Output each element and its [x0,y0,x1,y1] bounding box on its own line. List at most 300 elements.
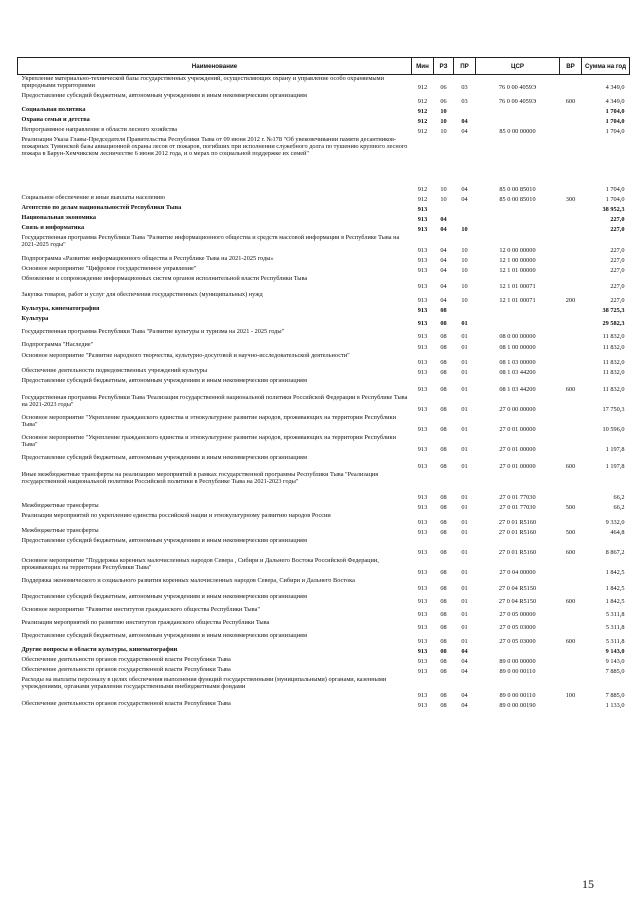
cell-name: Национальная экономика [21,213,97,221]
cell-min: 913 [417,446,428,454]
cell-sum: 1 704,0 [605,108,625,116]
table-row [18,305,630,315]
cell-csr [476,224,560,234]
cell-vr [560,315,582,328]
cell-vr [560,656,582,666]
table-row [18,341,630,352]
cell-name: Закупка товаров, работ и услуг для обеспечения государственных (муниципальных) нужд [21,290,263,298]
table-row [18,234,630,255]
cell-rz: 06 [440,84,447,92]
table-row [18,106,630,116]
cell-csr [476,204,560,214]
table-row [18,593,630,606]
cell-pr: 10 [461,226,468,234]
cell-min: 913 [417,307,428,315]
cell-csr: 85 0 00 85010 [499,196,536,204]
cell-rz: 08 [440,585,447,593]
cell-name: Охрана семьи и детства [21,115,90,123]
cell-vr [560,700,582,710]
cell-csr: 76 0 00 4059Э [498,84,537,92]
cell-rz: 08 [440,648,447,656]
cell-pr: 10 [461,297,468,305]
cell-min: 913 [417,668,428,676]
table-row [18,92,630,106]
cell-name: Основное мероприятие "Развитие институтов гражданского общества Республики Тыва" [21,605,260,613]
cell-min: 913 [417,494,428,502]
table-row [18,224,630,234]
cell-min: 913 [417,692,428,700]
cell-rz: 08 [440,426,447,434]
cell-vr [560,275,582,291]
cell-sum: 11 832,0 [602,344,625,352]
cell-csr: 89 0 00 00110 [499,692,536,700]
cell-rz: 08 [440,320,447,328]
table-row [18,126,630,136]
cell-min: 913 [417,702,428,710]
cell-sum: 66,2 [613,494,625,502]
cell-name: Межбюджетные трансферты [21,501,99,509]
cell-vr: 600 [565,598,576,606]
cell-sum: 66,2 [613,504,625,512]
cell-min: 913 [417,344,428,352]
cell-pr: 01 [461,446,468,454]
table-row [18,136,630,194]
cell-vr [560,577,582,593]
page-number: 15 [582,877,594,891]
cell-pr: 04 [461,692,468,700]
cell-name: Предоставление субсидий бюджетным, автономным учреждениям и иным некоммерческим организациям [21,536,307,544]
table-row [18,537,630,557]
cell-vr [560,116,582,126]
cell-min: 913 [417,206,428,214]
cell-pr: 01 [461,333,468,341]
cell-rz: 08 [440,702,447,710]
cell-vr [560,126,582,136]
cell-csr: 27 0 01 R5160 [498,529,537,537]
table-row [18,512,630,527]
cell-vr [560,666,582,676]
cell-vr [560,255,582,265]
cell-sum: 17 750,3 [602,406,625,414]
cell-csr: 27 0 01 R5160 [498,549,537,557]
cell-vr: 600 [565,386,576,394]
header-rz: РЗ [434,58,454,75]
cell-pr: 10 [461,257,468,265]
cell-sum: 1 842,5 [605,585,625,593]
cell-name: Социальное обеспечение и иные выплаты населению [21,193,165,201]
cell-csr: 08 1 03 44200 [499,369,536,377]
cell-pr: 01 [461,344,468,352]
cell-sum: 1 704,0 [605,128,625,136]
cell-csr: 27 0 00 00000 [499,406,536,414]
cell-csr: 08 0 00 00000 [499,333,536,341]
cell-vr [560,512,582,527]
cell-rz: 08 [440,406,447,414]
header-min: Мин [412,58,434,75]
cell-sum: 7 885,0 [605,692,625,700]
header-csr: ЦСР [476,58,560,75]
cell-pr: 01 [461,549,468,557]
cell-vr [560,305,582,315]
table-row [18,116,630,126]
cell-pr [454,214,476,224]
cell-rz: 08 [440,638,447,646]
cell-vr [560,136,582,194]
table-body [18,75,630,710]
cell-csr: 27 0 05 03000 [499,624,536,632]
cell-pr: 01 [461,519,468,527]
table-row [18,471,630,502]
cell-min: 912 [417,84,428,92]
cell-sum: 4 349,0 [605,84,625,92]
cell-name: Подпрограмма «Развитие информационного общества в Республике Тыва на 2021-2025 годы» [21,254,274,262]
cell-vr [560,224,582,234]
cell-sum: 227,0 [610,257,625,265]
header-name: Наименование [18,58,412,75]
cell-vr: 600 [565,549,576,557]
cell-rz [434,204,454,214]
cell-name: Реализация Указа Главы-Председателя Правительства Республики Тыва от 09 июня 2012 г. №178 "Об увековечивании памяти десантников-пожарных Тувинской базы авиационной охраны лесов от пожаров, погибших при исполнении служебного долга по тушению крупного лесного пожара в Барун-Хемчикском лесничестве 6 июня 2012 года, и о мерах по социальной поддержке их семей" [21,135,408,157]
cell-csr [476,116,560,126]
cell-vr [560,367,582,377]
table-row [18,194,630,204]
header-pr: ПР [454,58,476,75]
table-row [18,577,630,593]
table-row [18,676,630,700]
cell-csr: 12 1 01 00071 [499,283,536,291]
cell-sum: 11 832,0 [602,386,625,394]
cell-vr [560,619,582,632]
cell-sum: 29 582,3 [602,320,625,328]
cell-min: 913 [417,611,428,619]
cell-csr: 27 0 05 00000 [499,611,536,619]
cell-vr [560,414,582,434]
cell-pr: 01 [461,529,468,537]
cell-pr: 01 [461,426,468,434]
table-row [18,527,630,537]
table-row [18,646,630,656]
cell-vr [560,646,582,656]
cell-name: Культура [21,314,49,322]
cell-name: Социальная политика [21,105,86,113]
cell-csr: 08 1 03 00000 [499,359,536,367]
cell-name: Государственная программа Республики Тыва 'Реализация государственной национальной политики Российской Федерации в Республике Тыва на 2021-2023 годы" [21,393,408,408]
cell-csr [476,106,560,116]
cell-vr [560,434,582,454]
cell-rz: 04 [440,216,447,224]
cell-csr: 76 0 00 4059Э [498,98,537,106]
cell-rz: 08 [440,529,447,537]
cell-pr: 01 [461,359,468,367]
cell-vr [560,606,582,619]
cell-csr [476,305,560,315]
cell-min: 913 [417,333,428,341]
cell-pr: 10 [461,267,468,275]
cell-rz: 04 [440,226,447,234]
cell-pr: 01 [461,611,468,619]
cell-sum: 8 867,2 [605,549,625,557]
cell-name: Иные межбюджетные трансферты на реализацию мероприятий в рамках государственной программы Республики Тыва "Реализация государственной национальной политики Российской политики в Республике Тыва на 2021-2023 годы" [21,470,379,485]
cell-csr: 27 0 01 R5160 [498,519,537,527]
cell-csr: 27 0 05 03000 [499,638,536,646]
cell-rz: 08 [440,446,447,454]
cell-name: Другие вопросы в области культуры, кинематографии [21,645,178,653]
cell-name: Обеспечение деятельности органов государственной власти Республики Тыва [21,655,231,663]
cell-min: 912 [417,196,428,204]
cell-name: Реализация мероприятий по укреплению единства российской нации и этнокультурному развитию народов России [21,511,331,519]
cell-csr [476,315,560,328]
cell-name: Основное мероприятие "Укрепление гражданского единства и этнокультурное развитие народов, проживающих на территории Республики Тыва" [21,413,396,428]
cell-sum: 227,0 [610,247,625,255]
table-row [18,700,630,710]
cell-name: Государственная программа Республики Тыва "Развитие культуры и туризма на 2021 - 2025 годы" [21,327,285,335]
cell-sum: 1 842,5 [605,598,625,606]
cell-min: 913 [417,216,428,224]
cell-rz: 08 [440,611,447,619]
cell-sum: 9 332,0 [605,519,625,527]
cell-name: Основное мероприятие "Укрепление гражданского единства и этнокультурное развитие народов, проживающих на территории Республики Тыва" [21,433,396,448]
cell-name: Предоставление субсидий бюджетным, автономным учреждениям и иным некоммерческим организациям [21,453,307,461]
cell-rz: 04 [440,247,447,255]
cell-min: 913 [417,426,428,434]
cell-min: 913 [417,549,428,557]
cell-name: Предоставление субсидий бюджетным, автономным учреждениям и иным некоммерческим организациям [21,592,307,600]
cell-name: Подпрограмма "Наследие" [21,340,94,348]
cell-name: Межбюджетные трансферты [21,526,99,534]
cell-pr: 10 [461,283,468,291]
table-row [18,666,630,676]
table-row [18,352,630,367]
cell-rz: 10 [440,118,447,126]
cell-pr [454,204,476,214]
cell-csr [476,646,560,656]
cell-csr: 89 0 00 00000 [499,658,536,666]
cell-csr: 27 0 04 R5150 [498,598,537,606]
cell-min: 913 [417,257,428,265]
cell-sum: 464,8 [610,529,625,537]
cell-sum: 5 311,8 [605,611,625,619]
cell-name: Непрограммное направление в области лесного хозяйства [21,125,178,133]
table-row [18,606,630,619]
cell-vr [560,75,582,92]
cell-name: Связь и информатика [21,223,85,231]
cell-min: 913 [417,529,428,537]
cell-pr: 01 [461,569,468,577]
cell-sum: 1 197,8 [605,446,625,454]
cell-pr: 04 [461,186,468,194]
cell-name: Основное мероприятие "Цифровое государственное управление" [21,264,197,272]
cell-min: 913 [417,247,428,255]
cell-pr: 04 [461,668,468,676]
cell-min: 913 [417,658,428,666]
cell-sum: 11 832,0 [602,369,625,377]
cell-name: Обеспечение деятельности подведомственных учреждений культуры [21,366,208,374]
cell-csr: 27 0 04 00000 [499,569,536,577]
cell-vr [560,234,582,255]
cell-sum: 1 704,0 [605,118,625,126]
cell-min: 913 [417,598,428,606]
cell-name: Предоставление субсидий бюджетным, автономным учреждениям и иным некоммерческим организациям [21,376,307,384]
header-vr: ВР [560,58,582,75]
table-row [18,275,630,291]
cell-rz: 10 [440,186,447,194]
budget-table [17,57,630,710]
cell-sum: 1 704,0 [605,186,625,194]
table-row [18,204,630,214]
cell-sum: 5 311,8 [605,638,625,646]
cell-rz: 08 [440,569,447,577]
cell-pr: 10 [461,247,468,255]
cell-name: Поддержка экономического и социального развития коренных малочисленных народов Севера, Сибири и Дальнего Востока [21,576,355,584]
table-row [18,434,630,454]
cell-csr: 27 0 01 00000 [499,446,536,454]
cell-csr: 12 1 00 00000 [499,257,536,265]
table-row [18,454,630,471]
cell-sum: 227,0 [610,267,625,275]
cell-sum: 9 143,0 [605,648,625,656]
cell-min: 913 [417,585,428,593]
cell-vr [560,557,582,577]
cell-rz: 08 [440,658,447,666]
table-row [18,255,630,265]
cell-min: 913 [417,386,428,394]
cell-vr: 100 [565,692,576,700]
cell-min: 912 [417,98,428,106]
table-row [18,377,630,394]
cell-vr [560,471,582,502]
cell-name: Агентство по делам национальностей Республики Тыва [21,203,182,211]
cell-min: 912 [417,118,428,126]
cell-vr: 200 [565,297,576,305]
cell-sum: 227,0 [610,226,625,234]
cell-csr: 27 0 04 R5150 [498,585,537,593]
cell-rz: 10 [440,108,447,116]
cell-pr: 04 [461,658,468,666]
cell-pr [454,305,476,315]
cell-sum: 9 143,0 [605,658,625,666]
cell-min: 913 [417,297,428,305]
cell-name: Основное мероприятие "Развитие народного творчества, культурно-досуговой и научно-исследовательской деятельности" [21,351,350,359]
budget-document [17,57,629,710]
table-row [18,367,630,377]
cell-vr [560,328,582,341]
cell-sum: 1 197,8 [605,463,625,471]
cell-name: Укрепление материально-технической базы государственных учреждений, осуществляющих охрану и управление особо охраняемыми природными территориями [21,75,385,90]
cell-min: 913 [417,369,428,377]
cell-csr: 27 0 01 00000 [499,463,536,471]
cell-pr: 04 [461,118,468,126]
cell-pr: 04 [461,128,468,136]
cell-vr: 300 [565,196,576,204]
cell-name: Реализация мероприятий по развитию институтов гражданского общества Республики Тыва [21,618,270,626]
cell-min: 913 [417,463,428,471]
cell-pr: 01 [461,504,468,512]
cell-vr: 600 [565,463,576,471]
cell-pr: 01 [461,406,468,414]
cell-rz: 08 [440,692,447,700]
cell-pr: 03 [461,98,468,106]
cell-min: 913 [417,569,428,577]
cell-pr: 03 [461,84,468,92]
cell-csr: 12 0 00 00000 [499,247,536,255]
cell-sum: 1 842,5 [605,569,625,577]
cell-sum: 38 952,3 [602,206,625,214]
cell-min: 912 [417,128,428,136]
cell-vr [560,394,582,414]
cell-sum: 5 311,8 [605,624,625,632]
cell-csr: 89 0 00 00110 [499,668,536,676]
table-row [18,214,630,224]
cell-min: 913 [417,406,428,414]
cell-pr: 01 [461,320,468,328]
cell-vr [560,106,582,116]
cell-rz: 08 [440,668,447,676]
cell-csr: 85 0 00 85010 [499,186,536,194]
table-row [18,502,630,512]
cell-pr: 04 [461,196,468,204]
cell-name: Обеспечение деятельности органов государственной власти Республики Тыва [21,699,231,707]
cell-min: 913 [417,519,428,527]
cell-rz: 08 [440,344,447,352]
cell-name: Государственная программа Республики Тыва "Развитие информационного общества и средств массовой информации в Республике Тыва на 2021-2025 годы" [21,233,400,248]
cell-name: Обеспечение деятельности органов государственной власти Республики Тыва [21,665,231,673]
cell-rz: 08 [440,333,447,341]
cell-name: Обновление и сопровождение информационных систем органов исполнительной власти Республики Тыва [21,274,308,282]
cell-vr: 600 [565,638,576,646]
table-row [18,557,630,577]
cell-pr: 01 [461,463,468,471]
table-row [18,656,630,666]
table-row [18,315,630,328]
table-header [18,58,630,75]
cell-pr: 01 [461,386,468,394]
cell-name: Культура, кинематография [21,304,100,312]
cell-min: 913 [417,267,428,275]
table-row [18,75,630,92]
cell-rz: 10 [440,196,447,204]
cell-csr: 27 0 01 77030 [499,504,536,512]
cell-min: 913 [417,638,428,646]
cell-vr: 500 [565,504,576,512]
cell-rz: 04 [440,283,447,291]
cell-vr [560,352,582,367]
cell-pr: 01 [461,369,468,377]
cell-sum: 11 832,0 [602,359,625,367]
cell-sum: 227,0 [610,216,625,224]
cell-csr: 85 0 00 00000 [499,128,536,136]
cell-min: 913 [417,648,428,656]
cell-pr: 01 [461,638,468,646]
cell-rz: 08 [440,519,447,527]
table-row [18,394,630,414]
cell-pr: 01 [461,598,468,606]
cell-rz: 08 [440,494,447,502]
table-row [18,265,630,275]
cell-name: Предоставление субсидий бюджетным, автономным учреждениям и иным некоммерческим организациям [21,91,307,99]
cell-sum: 1 133,0 [605,702,625,710]
cell-vr [560,265,582,275]
cell-csr [476,214,560,224]
cell-name: Основное мероприятие "Поддержка коренных малочисленных народов Севера , Сибири и Дальнего Востока Российской Федерации, проживающих на территории Республики Тыва" [21,556,379,571]
cell-rz: 08 [440,369,447,377]
table-row [18,291,630,305]
cell-name: Расходы на выплаты персоналу в целях обеспечения выполнения функций государственными (муниципальными) органами, казенными учреждениями, органами управления государственными внебюджетными фондами [21,675,387,690]
cell-rz: 10 [440,128,447,136]
cell-sum: 7 885,0 [605,668,625,676]
cell-rz: 04 [440,267,447,275]
cell-rz: 04 [440,257,447,265]
cell-csr: 08 1 00 00000 [499,344,536,352]
